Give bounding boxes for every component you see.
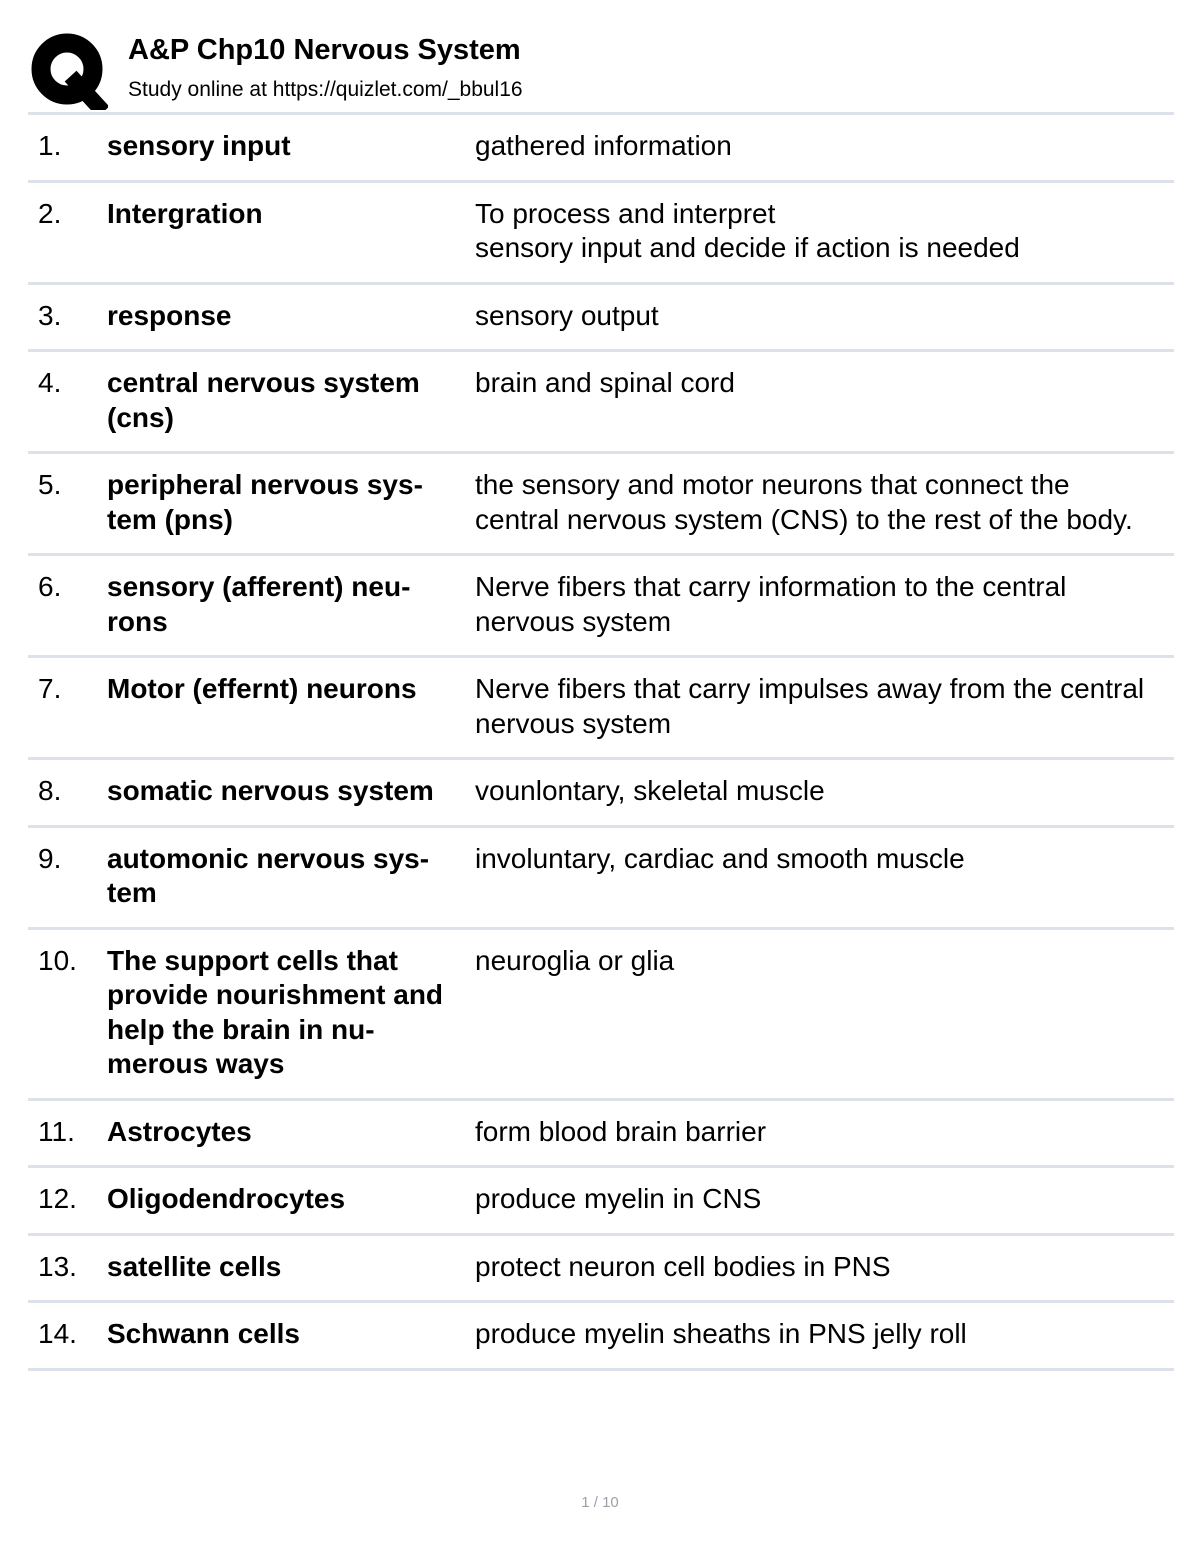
document-header (28, 28, 1174, 112)
card-number: 7. (38, 673, 62, 704)
flashcard-row (28, 115, 1174, 183)
flashcard-row (28, 930, 1174, 1101)
card-term: satellite cells (107, 1250, 282, 1282)
flashcard-row (28, 352, 1174, 454)
card-definition: involuntary, cardiac and smooth muscle (475, 842, 965, 874)
card-number: 12. (38, 1183, 77, 1214)
card-definition: the sensory and motor neurons that connect the central nervous system (CNS) to the rest of the body. (475, 469, 1133, 535)
card-definition: sensory output (475, 299, 659, 331)
flashcard-list (28, 112, 1174, 1371)
card-term: Astrocytes (107, 1115, 252, 1147)
card-term: sensory input (107, 130, 291, 161)
card-number: 8. (38, 775, 62, 806)
card-term: central nervous system (cns) (107, 367, 420, 433)
card-term: response (107, 299, 232, 331)
flashcard-row (28, 1303, 1174, 1371)
flashcard-row (28, 1101, 1174, 1169)
card-term: Motor (effernt) neurons (107, 673, 417, 704)
card-definition: gathered information (475, 130, 732, 161)
flashcard-row (28, 1236, 1174, 1304)
flashcard-row (28, 1168, 1174, 1236)
card-number: 11. (38, 1115, 75, 1147)
card-number: 2. (38, 197, 62, 229)
flashcard-row (28, 454, 1174, 556)
card-term: Oligodendrocytes (107, 1183, 346, 1214)
card-definition: produce myelin in CNS (475, 1183, 762, 1214)
card-definition: brain and spinal cord (475, 367, 735, 398)
card-term: peripheral nervous sys- tem (pns) (107, 469, 423, 535)
flashcard-row (28, 183, 1174, 285)
card-definition: protect neuron cell bodies in PNS (475, 1250, 891, 1282)
card-definition: To process and interpret sensory input and decide if action is needed (475, 197, 1020, 263)
card-term: Schwann cells (107, 1318, 300, 1349)
card-definition: produce myelin sheaths in PNS jelly roll (475, 1318, 967, 1349)
quizlet-logo-icon (30, 32, 108, 110)
flashcard-row (28, 760, 1174, 828)
card-term: sensory (afferent) neu- rons (107, 571, 411, 637)
card-number: 4. (38, 367, 62, 398)
page-number: 1 / 10 (581, 1494, 619, 1511)
card-definition: Nerve fibers that carry information to the central nervous system (475, 571, 1067, 637)
card-definition: Nerve fibers that carry impulses away from the central nervous system (475, 673, 1145, 739)
card-number: 5. (38, 469, 62, 500)
study-online-link-text: Study online at https://quizlet.com/_bbul16 (128, 78, 523, 101)
card-number: 1. (38, 130, 62, 161)
card-term: somatic nervous system (107, 775, 434, 806)
card-number: 3. (38, 299, 62, 331)
card-definition: vounlontary, skeletal muscle (475, 775, 825, 806)
card-term: Intergration (107, 197, 263, 229)
flashcard-row (28, 556, 1174, 658)
card-definition: form blood brain barrier (475, 1115, 767, 1147)
card-definition: neuroglia or glia (475, 944, 675, 976)
document-title: A&P Chp10 Nervous System (128, 34, 521, 66)
flashcard-row (28, 828, 1174, 930)
card-number: 14. (38, 1318, 77, 1349)
card-term: automonic nervous sys- tem (107, 842, 430, 908)
card-number: 6. (38, 571, 62, 602)
card-term: The support cells that provide nourishment and help the brain in nu- merous ways (107, 944, 444, 1079)
flashcard-row (28, 285, 1174, 353)
flashcard-row (28, 658, 1174, 760)
card-number: 10. (38, 944, 77, 976)
card-number: 13. (38, 1250, 77, 1282)
card-number: 9. (38, 842, 62, 874)
